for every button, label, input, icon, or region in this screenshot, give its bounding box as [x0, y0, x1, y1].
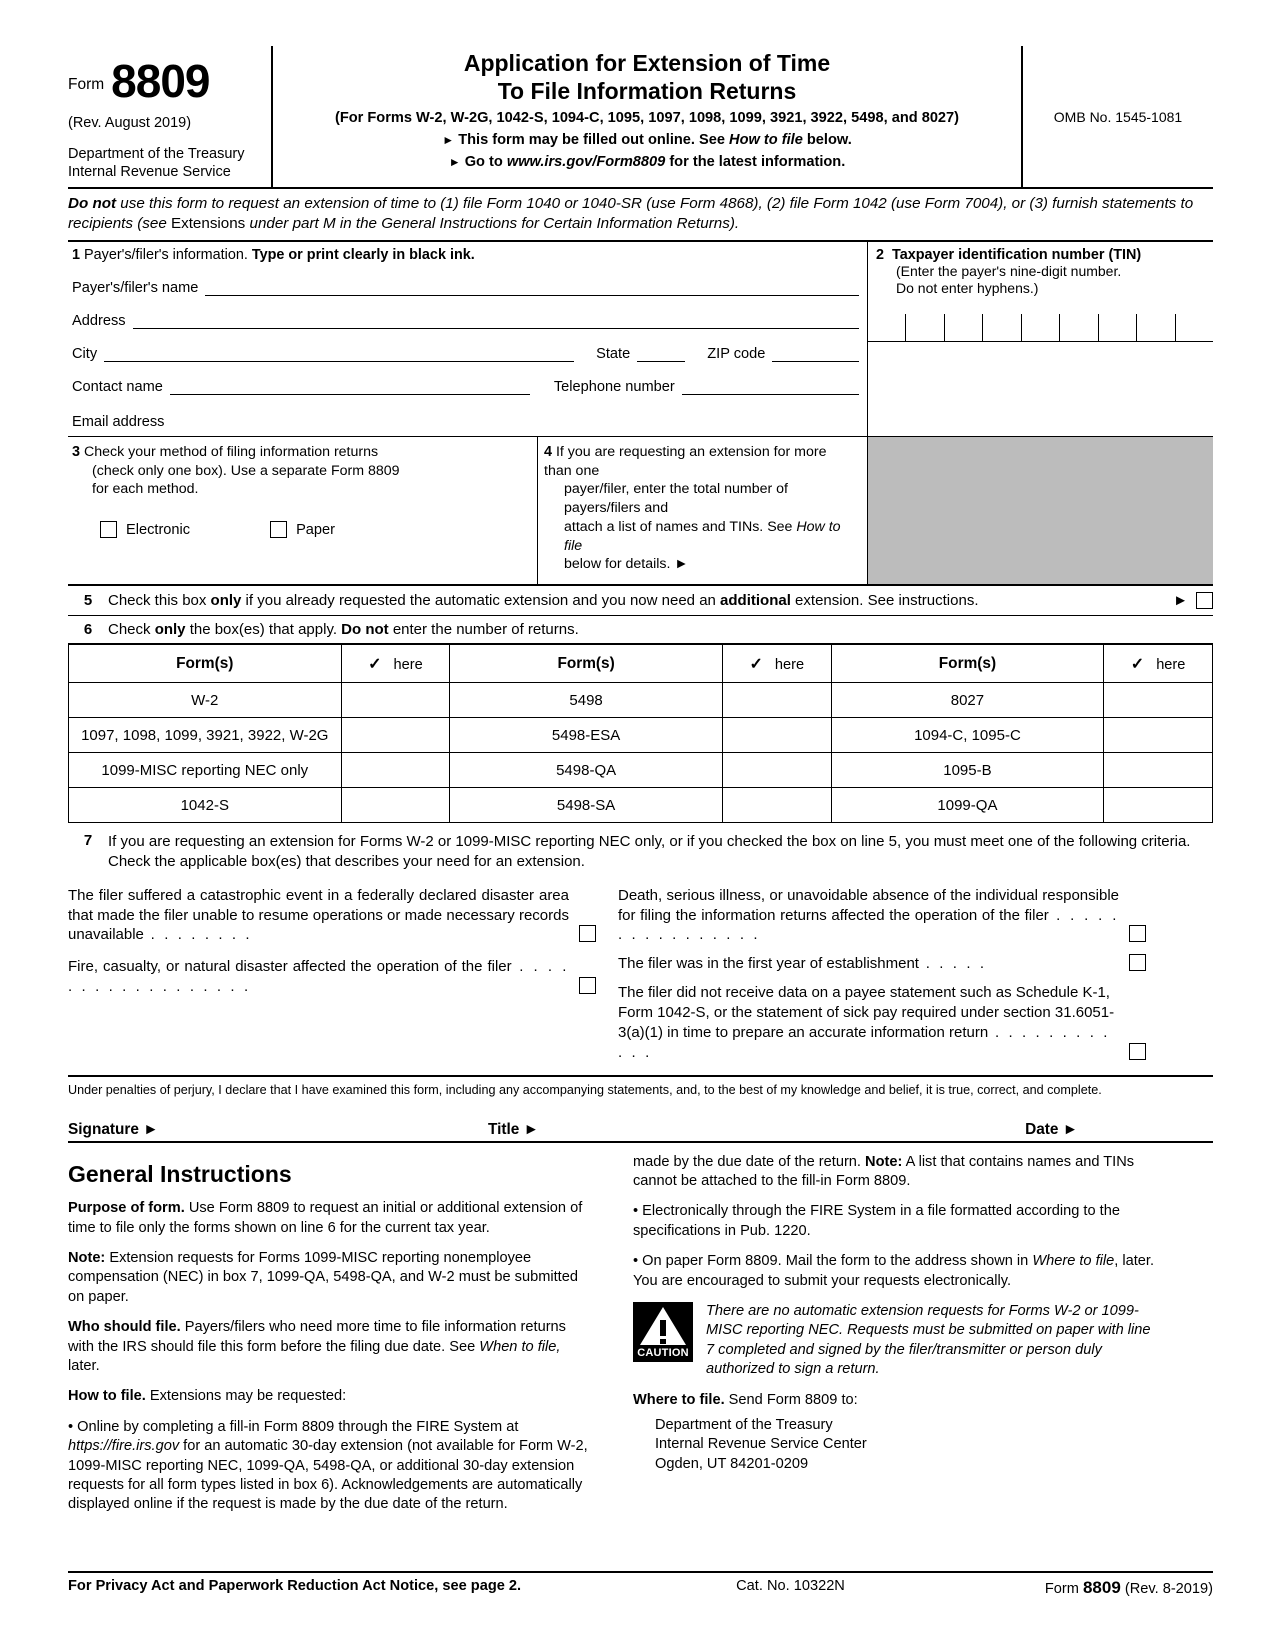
- form-check-cell[interactable]: [1104, 718, 1213, 753]
- who-tail: later.: [68, 1357, 100, 1374]
- table-row: [69, 718, 1213, 753]
- do-not-text-3: ).: [729, 215, 740, 233]
- line-5-additional-extension: [68, 586, 1213, 616]
- check-here-label: here: [393, 656, 423, 673]
- forms-checkbox-table: [68, 644, 1213, 823]
- signature-label: Signature: [68, 1120, 139, 1138]
- box-4-line-3: [564, 518, 857, 555]
- box-1-payer-information: [68, 242, 868, 436]
- line-5-text: [108, 592, 1165, 609]
- box-2-title: Taxpayer identification number (TIN): [892, 246, 1142, 263]
- form-cell: 1094-C, 1095-C: [831, 718, 1104, 753]
- box-4-line-2: payer/filer, enter the total number of payers/filers and: [564, 481, 788, 517]
- contact-telephone-row: [72, 379, 859, 395]
- line-6-form-selection: [68, 616, 1213, 644]
- right-triangle-icon: ►: [674, 556, 689, 573]
- right-triangle-icon: ►: [448, 155, 461, 170]
- continued-text: made by the due date of the return.: [633, 1153, 866, 1170]
- who-text: Payers/filers who need more time to file information returns with the IRS should file this form before the filing due date. See: [68, 1319, 566, 1355]
- form-check-cell[interactable]: [722, 718, 831, 753]
- form-check-cell[interactable]: [341, 753, 450, 788]
- header-left-block: [68, 46, 273, 187]
- form-word-label: Form: [68, 76, 105, 93]
- where-label: Where to file.: [633, 1391, 725, 1408]
- tin-digit-cells[interactable]: [868, 314, 1213, 342]
- paper-option[interactable]: [270, 521, 335, 538]
- forms-col-header-1: Form(s): [69, 645, 342, 683]
- header-bullet-1-italic: How to file: [729, 132, 803, 149]
- instructions-left-column: [68, 1151, 593, 1526]
- form-check-cell[interactable]: [341, 683, 450, 718]
- right-triangle-icon: ►: [143, 1120, 159, 1138]
- bullet-electronic-paragraph: • Electronically through the FIRE System in a file formatted according to the specifications in Pub. 1220.: [633, 1203, 1120, 1239]
- right-triangle-icon: ►: [442, 133, 455, 148]
- box-4-line-4: [564, 555, 857, 574]
- form-check-cell[interactable]: [1104, 753, 1213, 788]
- form-identifier: [68, 46, 261, 107]
- where-text: Send Form 8809 to:: [724, 1391, 858, 1408]
- criterion-text: [618, 954, 1119, 974]
- line-6-b1: only: [154, 621, 186, 639]
- form-title-line-1: Application for Extension of Time: [463, 50, 831, 76]
- criterion-item: [618, 954, 1146, 974]
- criterion-text: [68, 886, 569, 946]
- caution-word: CAUTION: [637, 1347, 689, 1360]
- filing-method-options: [100, 521, 529, 538]
- electronic-option[interactable]: [100, 521, 190, 538]
- email-field-row: [72, 414, 859, 430]
- check-col-header-3: [1104, 645, 1213, 683]
- issuing-agency: [68, 145, 261, 187]
- zip-label: ZIP code: [707, 345, 766, 362]
- form-revision-date: (Rev. August 2019): [68, 115, 192, 131]
- line-7-right-column: [618, 886, 1146, 1064]
- payer-name-label: Payer's/filer's name: [72, 279, 199, 296]
- form-cell: 1099-QA: [831, 788, 1104, 823]
- contact-name-input[interactable]: [170, 379, 530, 395]
- line-6-t2: the box(es) that apply.: [185, 621, 342, 639]
- forms-col-header-2: Form(s): [450, 645, 723, 683]
- form-number: 8809: [111, 54, 210, 107]
- form-check-cell[interactable]: [722, 788, 831, 823]
- dept-line-2: Internal Revenue Service: [68, 164, 231, 181]
- bullet-online-paragraph: [68, 1418, 593, 1515]
- leader-dots: . . . . . . . .: [143, 926, 253, 944]
- box-2-number: 2: [876, 246, 885, 263]
- address-line-1: Department of the Treasury: [655, 1417, 833, 1433]
- check-icon: ✓: [1130, 655, 1145, 673]
- header-omb-block: [1023, 46, 1213, 187]
- contact-name-label: Contact name: [72, 378, 163, 395]
- form-cell: 1095-B: [831, 753, 1104, 788]
- criterion-text: [68, 957, 569, 997]
- box-4-line-4-text: below for details.: [564, 556, 671, 573]
- purpose-label: Purpose of form.: [68, 1200, 185, 1217]
- check-icon: ✓: [749, 655, 763, 673]
- criterion-item: [68, 957, 596, 997]
- date-label: Date: [1025, 1120, 1059, 1138]
- tin-cell[interactable]: [1022, 314, 1060, 341]
- form-cell: 8027: [831, 683, 1104, 718]
- telephone-label: Telephone number: [553, 378, 675, 395]
- bullet-paper-post: , later. You are encouraged to submit your requests electronically.: [633, 1253, 1155, 1289]
- catalog-number: Cat. No. 10322N: [736, 1578, 845, 1594]
- purpose-of-form-paragraph: [68, 1199, 593, 1238]
- telephone-input[interactable]: [682, 379, 859, 395]
- electronic-label: Electronic: [126, 521, 191, 538]
- note-text: Extension requests for Forms 1099-MISC reporting nonemployee compensation (NEC) in box 7, 1099-QA, 5498-QA, and W-2 must be submitted on paper.: [68, 1249, 578, 1305]
- address-line-2: Internal Revenue Service Center: [655, 1436, 867, 1453]
- line-5-checkbox[interactable]: [1196, 592, 1213, 609]
- perjury-statement: Under penalties of perjury, I declare that I have examined this form, including any accompanying statements, and, to the best of my knowledge and belief, it is true, correct, and complete.: [68, 1075, 1213, 1098]
- line-7-criteria-columns: [68, 886, 1213, 1064]
- line-7-criteria: [68, 823, 1213, 873]
- irs-form-url[interactable]: www.irs.gov/Form8809: [506, 154, 666, 171]
- city-state-zip-row: [72, 346, 859, 362]
- header-bullet-1-post: below.: [802, 132, 852, 149]
- line-6-text: [108, 621, 579, 638]
- note-paragraph: [68, 1249, 593, 1307]
- purpose-text: Use Form 8809 to request an initial or additional extension of time to file only the forms shown on line 6 for the current tax year.: [68, 1200, 583, 1236]
- bullet-paper-italic: Where to file: [1032, 1253, 1115, 1270]
- check-here-label: here: [1156, 656, 1186, 673]
- line-7-text: If you are requesting an extension for Forms W-2 or 1099-MISC reporting NEC only, or if you checked the box on line 5, you must meet one of the following criteria. Check the applicable box(es) that describes your need for an extension.: [108, 833, 1191, 871]
- payer-name-input[interactable]: [205, 280, 859, 296]
- how-to-file-paragraph: [68, 1387, 593, 1406]
- how-label: How to file.: [68, 1388, 146, 1405]
- line-5-t1: Check this box: [108, 592, 211, 610]
- tin-cell[interactable]: [906, 314, 944, 341]
- form-cell: 5498-QA: [450, 753, 723, 788]
- signature-field[interactable]: [68, 1121, 488, 1139]
- header-bullet-2: [281, 154, 1013, 170]
- line-5-b1: only: [210, 592, 242, 610]
- form-check-cell[interactable]: [1104, 788, 1213, 823]
- criterion-checkbox[interactable]: [1129, 954, 1146, 971]
- criterion-label: The filer did not receive data on a payee statement such as Schedule K-1, Form 1042-S, or the statement of sick pay required under section 31.6051-3(a)(1) in time to prepare an accurate information return: [618, 984, 1115, 1042]
- address-input[interactable]: [133, 313, 859, 329]
- form-footer: [68, 1571, 1213, 1598]
- line-7-number: 7: [83, 832, 93, 850]
- form-title-line-2: To File Information Returns: [497, 77, 797, 104]
- title-field[interactable]: [488, 1121, 958, 1139]
- box-3-line-3: for each method.: [92, 481, 199, 498]
- date-field[interactable]: [958, 1121, 1213, 1139]
- box-4-text: [544, 443, 857, 574]
- form-cell: 1042-S: [69, 788, 342, 823]
- address-line-3: Ogden, UT 84201-0209: [655, 1455, 809, 1472]
- box-2-taxpayer-identification-number: [868, 242, 1213, 436]
- exclamation-bar: [660, 1320, 666, 1336]
- form-check-cell[interactable]: [1104, 683, 1213, 718]
- criterion-item: [618, 886, 1146, 946]
- caution-text: There are no automatic extension requests for Forms W-2 or 1099-MISC reporting NEC. Requests must be submitted on paper with line 7 completed and signed by the filer/transmitter or person duly authorized to sign a return.: [706, 1302, 1151, 1378]
- form-header: [68, 46, 1213, 189]
- paper-label: Paper: [296, 521, 336, 538]
- who-italic: When to file,: [479, 1338, 561, 1355]
- criterion-text: [618, 886, 1119, 946]
- right-triangle-icon: ►: [1062, 1120, 1078, 1138]
- bullet-online-continued: [633, 1153, 1158, 1192]
- right-triangle-icon: ►: [1173, 592, 1188, 610]
- tin-cell[interactable]: [1060, 314, 1098, 341]
- table-header-row: [69, 645, 1213, 683]
- note-inline-label: Note:: [865, 1153, 903, 1170]
- table-row: [69, 683, 1213, 718]
- payer-name-field-row: [72, 280, 859, 296]
- box-2-heading: [876, 247, 1207, 263]
- check-icon: ✓: [368, 655, 382, 673]
- mailing-address: [655, 1416, 1158, 1474]
- footer-form-number: 8809: [1082, 1578, 1121, 1597]
- filing-method-and-count-row: [68, 437, 1213, 586]
- footer-form-revision: (Rev. 8-2019): [1124, 1581, 1213, 1597]
- form-check-cell[interactable]: [341, 788, 450, 823]
- do-not-italic-2: General Instructions for Certain Information Returns: [381, 215, 730, 233]
- box-3-line-1: Check your method of filing information returns: [83, 443, 379, 460]
- address-field-row: [72, 313, 859, 329]
- line-6-t3: enter the number of returns.: [388, 621, 579, 639]
- criterion-checkbox[interactable]: [1129, 1043, 1146, 1060]
- line-6-t1: Check: [108, 621, 155, 639]
- title-label: Title: [488, 1120, 520, 1138]
- do-not-italic-1: Extensions: [170, 215, 246, 233]
- form-cell: W-2: [69, 683, 342, 718]
- note-label: Note:: [68, 1249, 106, 1266]
- state-label: State: [596, 345, 631, 362]
- who-label: Who should file.: [68, 1319, 181, 1336]
- paper-checkbox[interactable]: [270, 521, 287, 538]
- electronic-checkbox[interactable]: [100, 521, 117, 538]
- footer-form-label: Form: [1044, 1581, 1079, 1597]
- how-text: Extensions may be requested:: [145, 1388, 347, 1405]
- leader-dots: . . . . .: [918, 955, 987, 973]
- criterion-label: Fire, casualty, or natural disaster affected the operation of the filer: [68, 958, 512, 976]
- forms-col-header-3: Form(s): [831, 645, 1104, 683]
- box-1-label: [72, 247, 859, 263]
- form-check-cell[interactable]: [722, 753, 831, 788]
- box-2-sub-2: Do not enter hyphens.): [896, 280, 1039, 297]
- caution-icon: [633, 1302, 693, 1362]
- where-to-file-paragraph: [633, 1391, 1158, 1410]
- dept-line-1: Department of the Treasury: [68, 146, 245, 162]
- criterion-label: The filer suffered a catastrophic event in a federally declared disaster area that made the filer unable to resume operations or made necessary records unavailable: [68, 886, 569, 944]
- email-label: Email address: [72, 413, 165, 430]
- tin-cell[interactable]: [1099, 314, 1137, 341]
- line-5-number: 5: [83, 592, 93, 610]
- form-subtitle: (For Forms W-2, W-2G, 1042-S, 1094-C, 1095, 1097, 1098, 1099, 3921, 3922, 5498, and 8027): [334, 110, 960, 127]
- city-label: City: [72, 345, 98, 362]
- tin-cell[interactable]: [1176, 314, 1213, 341]
- line-6-number: 6: [83, 621, 93, 639]
- box-3-number: 3: [72, 443, 81, 460]
- criterion-checkbox[interactable]: [1129, 925, 1146, 942]
- instructions-right-column: [633, 1151, 1158, 1526]
- tin-cell[interactable]: [945, 314, 983, 341]
- leader-dots: . . . . . . . . . . . . . . . .: [618, 906, 1119, 944]
- box-1-label-bold: Type or print clearly in black ink.: [251, 246, 475, 263]
- leader-dots: . . . . . . . . . . . .: [618, 1024, 1111, 1062]
- line-6-b2: Do not: [341, 621, 389, 639]
- form-cell: 5498: [450, 683, 723, 718]
- box-4-line-1: If you are requesting an extension for more than one: [544, 443, 827, 479]
- exclamation-dot: [660, 1339, 666, 1344]
- line-5-b2: additional: [720, 592, 791, 610]
- bullet-online-post: for an automatic 30-day extension (not available for Form W-2, 1099-MISC reporting NEC, 1099-QA, 5498-QA, or additional 30-day extension requests for all form types listed in box 6). Acknowledgements are automatically displayed online if the request is made by the due date of the return.: [68, 1438, 588, 1513]
- do-not-bold: Do not: [68, 195, 117, 213]
- general-instructions-heading: General Instructions: [68, 1160, 292, 1187]
- line-5-t2: if you already requested the automatic extension and you now need an: [241, 592, 721, 610]
- tin-cell[interactable]: [868, 314, 906, 341]
- state-input[interactable]: [637, 346, 685, 362]
- caution-callout: [633, 1302, 1158, 1380]
- criterion-label: The filer was in the first year of establishment: [618, 955, 919, 973]
- criterion-text: [618, 983, 1119, 1063]
- bullet-online-pre: • Online by completing a fill-in Form 8809 through the FIRE System at: [68, 1418, 519, 1435]
- fire-system-url[interactable]: https://fire.irs.gov: [68, 1438, 180, 1455]
- header-title-block: [273, 46, 1023, 187]
- form-cell: 5498-ESA: [450, 718, 723, 753]
- form-check-cell[interactable]: [722, 683, 831, 718]
- right-triangle-icon: ►: [523, 1120, 539, 1138]
- bullet-paper-pre: • On paper Form 8809. Mail the form to the address shown in: [633, 1253, 1033, 1270]
- footer-form-identifier: [953, 1578, 1213, 1598]
- address-label: Address: [72, 312, 126, 329]
- header-bullet-1-pre: This form may be filled out online. See: [458, 132, 730, 149]
- payer-and-tin-row: [68, 242, 1213, 437]
- who-should-file-paragraph: [68, 1318, 593, 1376]
- do-not-text-1: use this form to request an extension of time to (1) file Form 1040 or 1040-SR (use Form 4868), (2) file Form 1042 (use Form 7004), or (3) furnish statements to recipients (see: [68, 195, 1194, 233]
- box-4-number: 4: [544, 443, 553, 460]
- criterion-checkbox[interactable]: [579, 977, 596, 994]
- bullet-paper-paragraph: [633, 1252, 1158, 1291]
- do-not-text-2: under part M in the: [245, 215, 382, 233]
- city-input[interactable]: [104, 346, 574, 362]
- criterion-checkbox[interactable]: [579, 925, 596, 942]
- omb-number: OMB No. 1545-1081: [1053, 108, 1183, 125]
- do-not-use-notice: [68, 189, 1213, 241]
- signature-row: [68, 1099, 1213, 1143]
- line-5-t3: extension. See instructions.: [790, 592, 979, 610]
- form-cell: 1099-MISC reporting NEC only: [69, 753, 342, 788]
- box-4-line-3-italic: How to file: [564, 518, 841, 554]
- form-cell: 1097, 1098, 1099, 3921, 3922, W-2G: [69, 718, 342, 753]
- check-col-header-2: [722, 645, 831, 683]
- line-7-left-column: [68, 886, 596, 1064]
- header-bullet-2-pre: Go to: [464, 154, 507, 171]
- table-row: [69, 788, 1213, 823]
- box-2-sub-1: (Enter the payer's nine-digit number.: [896, 262, 1122, 279]
- leader-dots: . . . . . . . . . . . . . . . . . .: [68, 958, 570, 996]
- box-1-label-normal: Payer's/filer's information.: [84, 246, 252, 263]
- box-3-text: [72, 443, 529, 499]
- header-bullet-1: [281, 132, 1013, 148]
- box-4-shaded-area: [868, 437, 1213, 584]
- general-instructions-section: [68, 1143, 1213, 1526]
- check-col-header-1: [341, 645, 450, 683]
- form-check-cell[interactable]: [341, 718, 450, 753]
- box-1-number: 1: [72, 246, 81, 263]
- tin-cell[interactable]: [983, 314, 1021, 341]
- note-inline-text: A list that contains names and TINs cannot be attached to the fill-in Form 8809.: [633, 1153, 1135, 1189]
- box-4-multiple-payers: [538, 437, 868, 584]
- box-3-filing-method: [68, 437, 538, 584]
- form-cell: 5498-SA: [450, 788, 723, 823]
- privacy-act-notice: For Privacy Act and Paperwork Reduction Act Notice, see page 2.: [68, 1578, 522, 1594]
- table-row: [69, 753, 1213, 788]
- box-4-line-3-pre: attach a list of names and TINs. See: [564, 518, 797, 535]
- criterion-item: [68, 886, 596, 946]
- check-here-label: here: [774, 656, 805, 673]
- box-3-line-2: (check only one box). Use a separate Form 8809: [92, 462, 400, 479]
- tin-shaded-area: [876, 288, 1219, 436]
- tin-cell[interactable]: [1137, 314, 1175, 341]
- criterion-item: [618, 983, 1146, 1063]
- header-bullet-2-post: for the latest information.: [665, 154, 846, 171]
- criterion-label: Death, serious illness, or unavoidable absence of the individual responsible for filing the information returns affected the operation of the filer: [618, 886, 1119, 924]
- zip-input[interactable]: [772, 346, 859, 362]
